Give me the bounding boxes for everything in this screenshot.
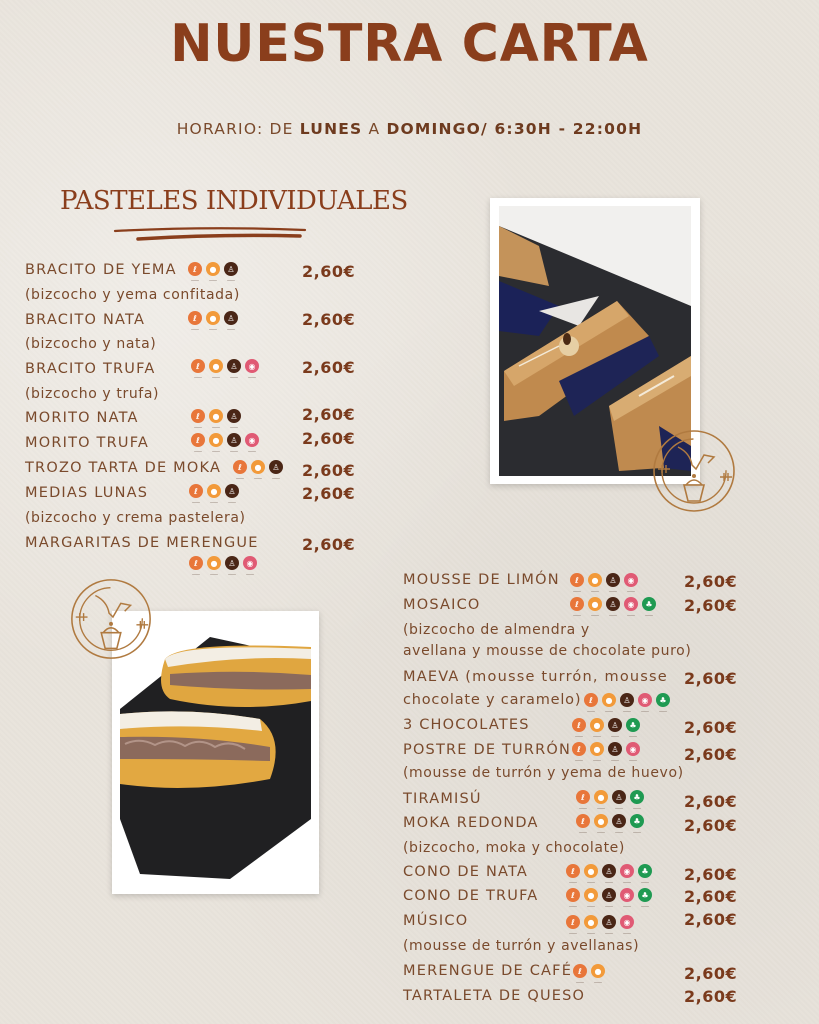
allergen-icons — [570, 597, 656, 611]
soy-leaf-icon: ♣ — [642, 597, 656, 611]
item-name: MORITO NATA — [25, 410, 139, 426]
item-price: 2,60€ — [302, 405, 356, 424]
allergen-icons — [573, 964, 605, 978]
wheat-icon: ℓ — [189, 556, 203, 570]
item-price: 2,60€ — [684, 596, 738, 615]
nut-icon: ◉ — [245, 359, 259, 373]
allergen-icons — [233, 460, 283, 474]
milk-jug-icon: ♙ — [608, 718, 622, 732]
item-price: 2,60€ — [684, 865, 738, 884]
item-name: TIRAMISÚ — [403, 791, 482, 807]
hours-middle: A — [362, 120, 387, 138]
item-description: (bizcocho y trufa) — [25, 386, 160, 402]
milk-jug-icon: ♙ — [612, 790, 626, 804]
item-name: TROZO TARTA DE MOKA — [25, 460, 222, 476]
milk-jug-icon: ♙ — [602, 888, 616, 902]
milk-jug-icon: ♙ — [227, 359, 241, 373]
item-price: 2,60€ — [684, 987, 738, 1006]
hours-prefix: HORARIO: DE — [176, 120, 300, 138]
item-price: 2,60€ — [302, 535, 356, 554]
milk-jug-icon: ♙ — [602, 915, 616, 929]
wheat-icon: ℓ — [191, 409, 205, 423]
milk-jug-icon: ♙ — [224, 262, 238, 276]
allergen-icons — [566, 888, 652, 902]
opening-hours — [0, 120, 819, 138]
allergen-icons — [189, 556, 257, 570]
egg-icon: ● — [207, 556, 221, 570]
item-name: MEDIAS LUNAS — [25, 485, 149, 501]
egg-icon: ● — [206, 311, 220, 325]
allergen-icons — [188, 262, 238, 276]
wheat-icon: ℓ — [572, 742, 586, 756]
item-name: TARTALETA DE QUESO — [403, 988, 586, 1004]
item-description: (mousse de turrón y avellanas) — [403, 938, 640, 954]
item-price: 2,60€ — [302, 429, 356, 448]
soy-leaf-icon: ♣ — [630, 790, 644, 804]
wheat-icon: ℓ — [188, 311, 202, 325]
milk-jug-icon: ♙ — [269, 460, 283, 474]
item-name: MARGARITAS DE MERENGUE — [25, 535, 259, 551]
allergen-icons — [191, 433, 259, 447]
item-name: MOUSSE DE LIMÓN — [403, 572, 560, 588]
section-underline-decoration — [110, 222, 310, 244]
item-description: (bizcocho y yema confitada) — [25, 287, 240, 303]
wheat-icon: ℓ — [566, 888, 580, 902]
item-price: 2,60€ — [684, 964, 738, 983]
wheat-icon: ℓ — [576, 790, 590, 804]
item-name: MOSAICO — [403, 597, 481, 613]
wheat-icon: ℓ — [573, 964, 587, 978]
milk-jug-icon: ♙ — [225, 556, 239, 570]
item-price: 2,60€ — [684, 910, 738, 929]
item-name: CONO DE NATA — [403, 864, 529, 880]
item-name: BRACITO NATA — [25, 312, 146, 328]
allergen-icons — [566, 915, 634, 929]
item-price: 2,60€ — [302, 310, 356, 329]
milk-jug-icon: ♙ — [608, 742, 622, 756]
milk-jug-icon: ♙ — [606, 573, 620, 587]
item-price: 2,60€ — [302, 484, 356, 503]
nut-icon: ◉ — [638, 693, 652, 707]
allergen-icons — [189, 484, 239, 498]
item-name: MORITO TRUFA — [25, 435, 150, 451]
nut-icon: ◉ — [243, 556, 257, 570]
wheat-icon: ℓ — [584, 693, 598, 707]
item-description-2: avellana y mousse de chocolate puro) — [403, 643, 692, 659]
allergen-icons — [572, 742, 640, 756]
item-price: 2,60€ — [302, 262, 356, 281]
item-name: BRACITO TRUFA — [25, 361, 156, 377]
nut-icon: ◉ — [620, 864, 634, 878]
nut-icon: ◉ — [624, 573, 638, 587]
nut-icon: ◉ — [620, 888, 634, 902]
egg-icon: ● — [584, 888, 598, 902]
item-description: (mousse de turrón y yema de huevo) — [403, 765, 684, 781]
soy-leaf-icon: ♣ — [638, 864, 652, 878]
item-description: (bizcocho de almendra y — [403, 622, 590, 638]
egg-icon: ● — [209, 433, 223, 447]
item-name: MAEVA (mousse turrón, mousse — [403, 669, 668, 685]
item-name: 3 CHOCOLATES — [403, 717, 530, 733]
milk-jug-icon: ♙ — [224, 311, 238, 325]
item-name: CONO DE TRUFA — [403, 888, 539, 904]
milk-jug-icon: ♙ — [602, 864, 616, 878]
wheat-icon: ℓ — [566, 915, 580, 929]
item-description: chocolate y caramelo) — [403, 692, 582, 708]
item-price: 2,60€ — [684, 745, 738, 764]
allergen-icons — [576, 814, 644, 828]
wheat-icon: ℓ — [572, 718, 586, 732]
wheat-icon: ℓ — [188, 262, 202, 276]
item-name: MERENGUE DE CAFÉ — [403, 963, 573, 979]
wheat-icon: ℓ — [191, 433, 205, 447]
egg-icon: ● — [590, 718, 604, 732]
egg-icon: ● — [594, 814, 608, 828]
milk-jug-icon: ♙ — [620, 693, 634, 707]
egg-icon: ● — [209, 409, 223, 423]
hours-time: / 6:30H - 22:00H — [480, 120, 643, 138]
milk-jug-icon: ♙ — [227, 409, 241, 423]
item-price: 2,60€ — [684, 572, 738, 591]
egg-icon: ● — [588, 597, 602, 611]
egg-icon: ● — [584, 864, 598, 878]
item-price: 2,60€ — [684, 792, 738, 811]
egg-icon: ● — [206, 262, 220, 276]
allergen-icons — [191, 409, 241, 423]
item-name: MÚSICO — [403, 913, 469, 929]
wheat-icon: ℓ — [189, 484, 203, 498]
item-price: 2,60€ — [302, 461, 356, 480]
section-title: PASTELES INDIVIDUALES — [60, 186, 408, 216]
wheat-icon: ℓ — [576, 814, 590, 828]
item-description: (bizcocho y nata) — [25, 336, 157, 352]
soy-leaf-icon: ♣ — [656, 693, 670, 707]
nut-icon: ◉ — [620, 915, 634, 929]
item-name: POSTRE DE TURRÓN — [403, 742, 572, 758]
soy-leaf-icon: ♣ — [630, 814, 644, 828]
egg-icon: ● — [209, 359, 223, 373]
item-description: (bizcocho y crema pastelera) — [25, 510, 246, 526]
nut-icon: ◉ — [624, 597, 638, 611]
hours-day-start: LUNES — [299, 120, 363, 138]
egg-icon: ● — [251, 460, 265, 474]
page-title: NUESTRA CARTA — [170, 14, 649, 74]
soy-leaf-icon: ♣ — [626, 718, 640, 732]
egg-icon: ● — [594, 790, 608, 804]
hours-day-end: DOMINGO — [386, 120, 481, 138]
cupcake-stamp-icon-2 — [66, 574, 156, 664]
allergen-icons — [188, 311, 238, 325]
egg-icon: ● — [602, 693, 616, 707]
allergen-icons — [570, 573, 638, 587]
allergen-icons — [584, 693, 670, 707]
item-price: 2,60€ — [684, 718, 738, 737]
wheat-icon: ℓ — [191, 359, 205, 373]
nut-icon: ◉ — [626, 742, 640, 756]
item-name: BRACITO DE YEMA — [25, 262, 177, 278]
item-price: 2,60€ — [302, 358, 356, 377]
item-price: 2,60€ — [684, 816, 738, 835]
item-description: (bizcocho, moka y chocolate) — [403, 840, 625, 856]
item-price: 2,60€ — [684, 887, 738, 906]
cupcake-stamp-icon — [648, 425, 740, 517]
egg-icon: ● — [584, 915, 598, 929]
allergen-icons — [576, 790, 644, 804]
milk-jug-icon: ♙ — [606, 597, 620, 611]
milk-jug-icon: ♙ — [225, 484, 239, 498]
wheat-icon: ℓ — [233, 460, 247, 474]
allergen-icons — [572, 718, 640, 732]
item-name: MOKA REDONDA — [403, 815, 539, 831]
item-price: 2,60€ — [684, 669, 738, 688]
egg-icon: ● — [590, 742, 604, 756]
milk-jug-icon: ♙ — [612, 814, 626, 828]
egg-icon: ● — [588, 573, 602, 587]
wheat-icon: ℓ — [570, 597, 584, 611]
nut-icon: ◉ — [245, 433, 259, 447]
egg-icon: ● — [591, 964, 605, 978]
egg-icon: ● — [207, 484, 221, 498]
allergen-icons — [566, 864, 652, 878]
allergen-icons — [191, 359, 259, 373]
wheat-icon: ℓ — [566, 864, 580, 878]
wheat-icon: ℓ — [570, 573, 584, 587]
soy-leaf-icon: ♣ — [638, 888, 652, 902]
milk-jug-icon: ♙ — [227, 433, 241, 447]
